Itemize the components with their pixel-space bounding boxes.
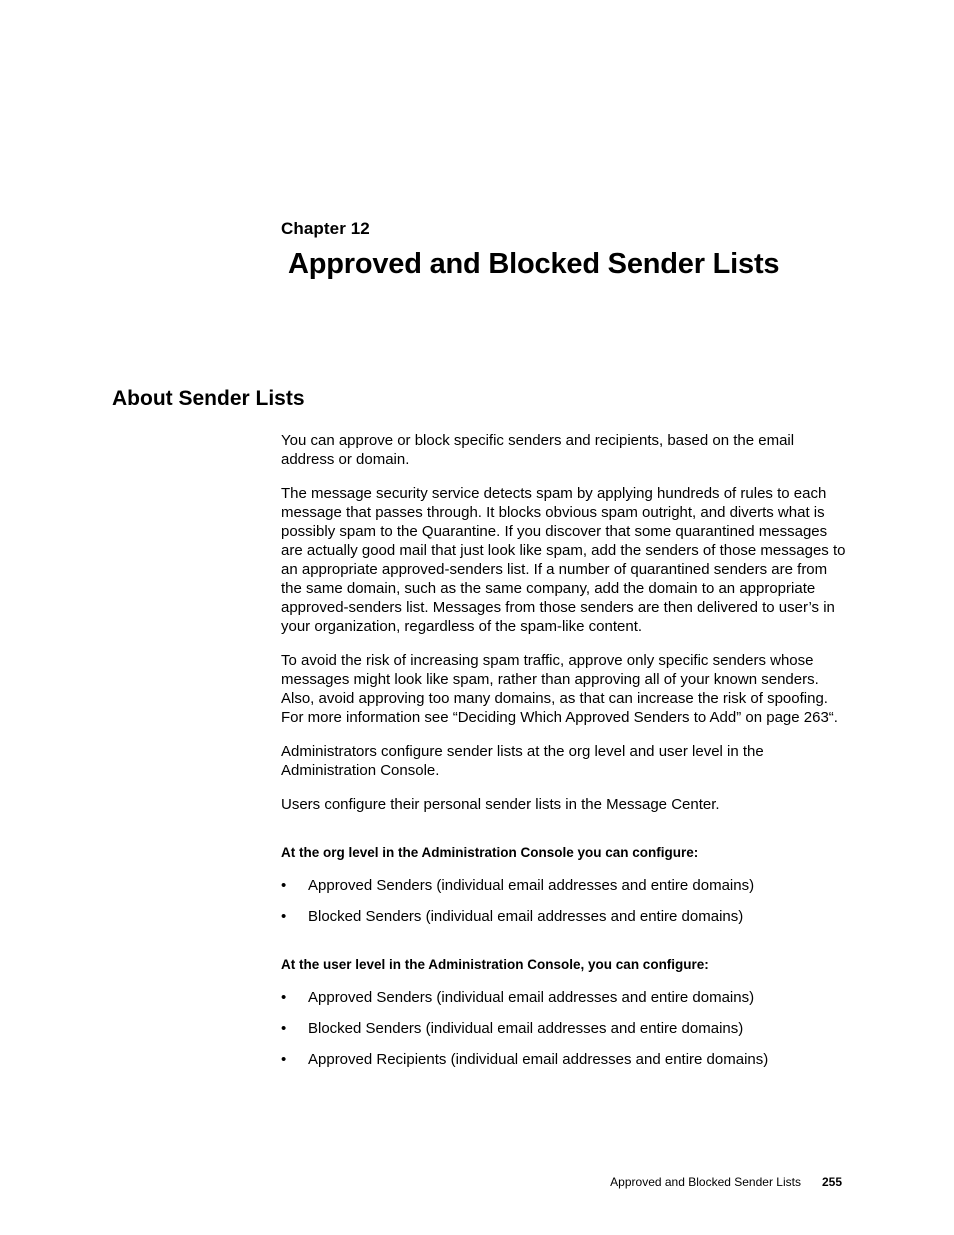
chapter-label: Chapter 12 (281, 219, 370, 238)
org-level-heading: At the org level in the Administration Console you can configure: (281, 845, 699, 860)
paragraph-detection: The message security service detects spam by applying hundreds of rules to each message that passes through. It blocks obvious spam outright, and diverts what is possibly spam to the Quarantine. If you discover that some quarantined messages are actually good mail that just look like spam, add the senders of those messages to an appropriate approved-senders list. If a number of quarantined senders are from the same domain, such as the same company, add the domain to an appropriate approved-senders list. Messages from those senders are then delivered to user’s in your organization, regardless of the spam-like content. (281, 485, 846, 635)
list-item-text: Approved Senders (individual email addresses and entire domains) (308, 877, 755, 894)
list-item-text: Approved Senders (individual email addresses and entire domains) (308, 989, 755, 1006)
page-footer (610, 1175, 842, 1189)
bullet-icon: • (281, 908, 287, 925)
paragraph-administrators: Administrators configure sender lists at the org level and user level in the Administration Console. (281, 743, 764, 779)
chapter-title: Approved and Blocked Sender Lists (288, 248, 780, 280)
user-level-heading: At the user level in the Administration Console, you can configure: (281, 957, 709, 972)
list-item (281, 988, 846, 1007)
bullet-icon: • (281, 989, 287, 1006)
paragraph-users: Users configure their personal sender lists in the Message Center. (281, 796, 720, 813)
bullet-icon: • (281, 1020, 287, 1037)
bullet-icon: • (281, 1051, 287, 1068)
section-title: About Sender Lists (112, 387, 305, 410)
body-column (281, 431, 846, 1069)
page-number: 255 (821, 1175, 842, 1189)
user-level-list (281, 988, 846, 1069)
bullet-icon: • (281, 877, 287, 894)
list-item (281, 907, 846, 926)
paragraph-risk: To avoid the risk of increasing spam traffic, approve only specific senders whose messages might look like spam, rather than approving all of your known senders. Also, avoid approving too many domains, as that can increase the risk of spoofing. For more information see “Deciding Which Approved Senders to Add” on page 263“. (281, 652, 838, 726)
org-level-list (281, 876, 846, 926)
footer-running-title: Approved and Blocked Sender Lists (610, 1175, 801, 1189)
list-item (281, 1019, 846, 1038)
list-item-text: Blocked Senders (individual email addresses and entire domains) (308, 1020, 744, 1037)
list-item (281, 1050, 846, 1069)
list-item (281, 876, 846, 895)
paragraph-intro: You can approve or block specific senders and recipients, based on the email address or domain. (281, 432, 795, 468)
list-item-text: Blocked Senders (individual email addresses and entire domains) (308, 908, 744, 925)
list-item-text: Approved Recipients (individual email addresses and entire domains) (308, 1051, 769, 1068)
